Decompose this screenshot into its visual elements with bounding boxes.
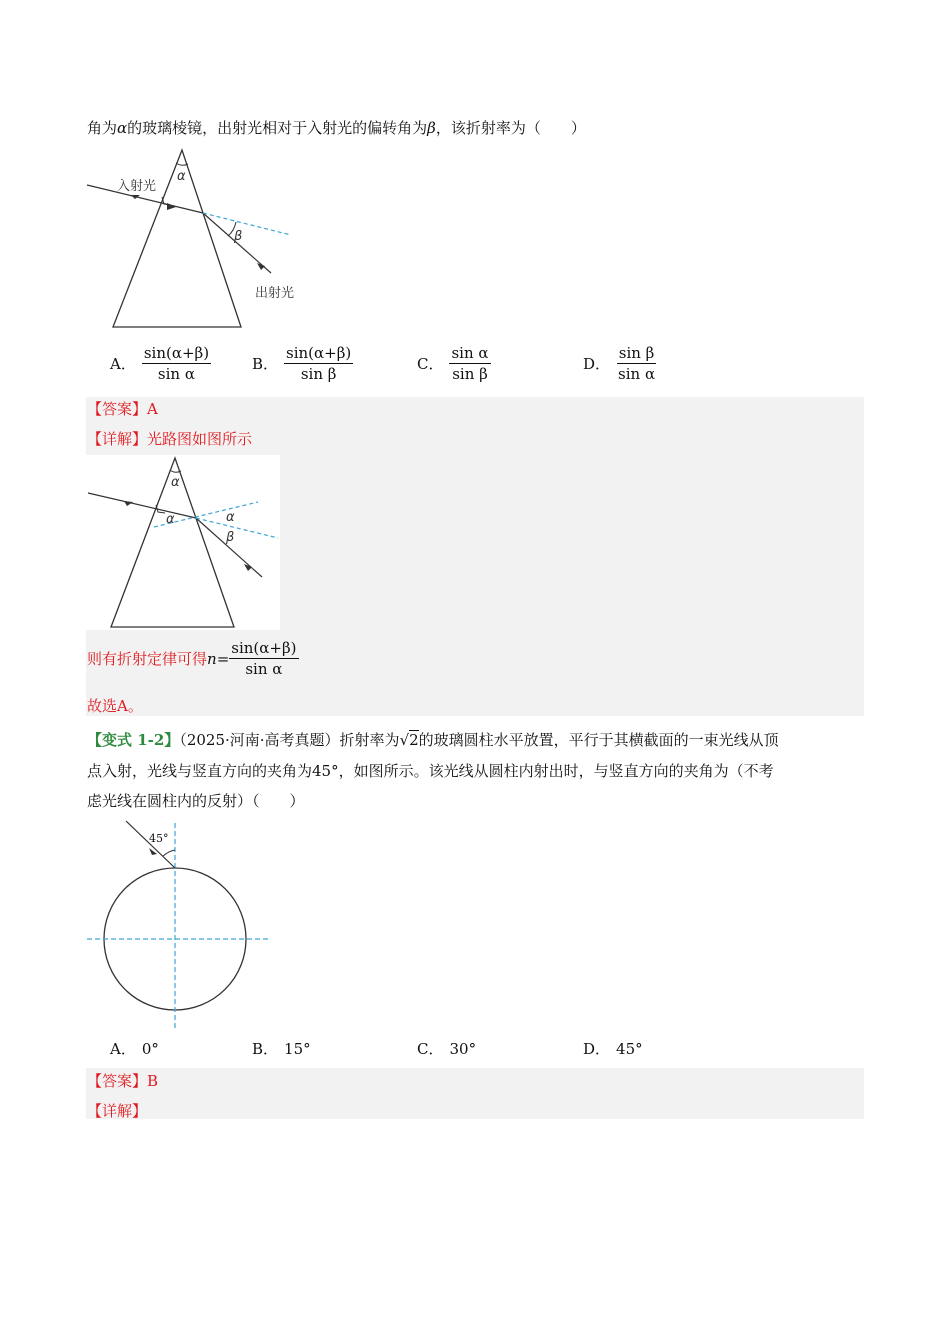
outgoing-label: 出射光 [255, 286, 295, 301]
answer-label: 【答案】 [87, 400, 148, 418]
prism-figure [85, 145, 300, 335]
sqrt-value: 2 [409, 731, 419, 749]
q1-stem-alpha: α [117, 119, 128, 137]
answer-value: A [147, 400, 158, 418]
q1-stem-mid: 的玻璃棱镜，出射光相对于入射光的偏转角为 [127, 119, 428, 137]
q2-source: （2025·河南·高考真题） [179, 731, 340, 749]
fraction-numerator: sin(α+β) [286, 344, 352, 362]
q2-line1-a: 折射率为 [339, 731, 400, 749]
q2-tag: 【变式 1-2】 [87, 731, 180, 749]
fraction-numerator: sin β [618, 344, 655, 362]
alpha-label: α [177, 169, 186, 184]
option-letter: B． [252, 1040, 279, 1058]
option-fraction [616, 343, 657, 384]
option-letter: A． [110, 1040, 136, 1058]
q2-line2-b: ，如图所示。该光线从圆柱内射出时，与竖直方向的夹角为（不考 [338, 762, 774, 780]
incident-label: 入射光 [117, 179, 157, 194]
angle-arc [163, 850, 175, 856]
sqrt-expression: √2 [399, 731, 419, 749]
formula-equals: = [216, 649, 230, 668]
q1-stem [87, 117, 586, 138]
inner-arrow [167, 203, 176, 210]
fraction-numerator: sin α [451, 344, 489, 362]
q1-option-b[interactable] [252, 343, 353, 384]
q1-formula [87, 638, 299, 679]
q2-line1-b: 的玻璃圆柱水平放置，平行于其横截面的一束光线从顶 [418, 731, 779, 749]
q1-stem-post: ，该折射率为（ ） [435, 119, 586, 137]
formula-prefix: 则有折射定律可得 [87, 650, 208, 668]
option-letter: D． [583, 1040, 611, 1058]
cylinder-figure [85, 818, 275, 1030]
alpha-top-label: α [171, 475, 180, 490]
fraction-denominator: sin β [452, 365, 488, 383]
fraction-numerator: sin(α+β) [143, 344, 210, 362]
beta-label: β [234, 229, 243, 244]
q2-angle-value: 45° [312, 762, 339, 780]
option-value: 0° [141, 1039, 159, 1058]
q1-option-d[interactable] [583, 343, 657, 384]
beta-label: β [226, 530, 235, 545]
q2-line1 [87, 729, 779, 750]
option-value: 45° [616, 1039, 643, 1058]
q2-line2-a: 点入射，光线与竖直方向的夹角为 [87, 762, 313, 780]
q1-stem-pre: 角为 [87, 119, 118, 137]
formula-denominator: sin α [245, 660, 283, 678]
option-letter: D． [583, 355, 611, 373]
q2-option-d[interactable] [583, 1038, 643, 1059]
q1-option-a[interactable] [110, 343, 211, 384]
q2-option-b[interactable] [252, 1038, 311, 1059]
alpha-left-label: α [166, 512, 175, 527]
q2-option-a[interactable] [110, 1038, 159, 1059]
prism-detail-figure [86, 455, 280, 630]
q2-detail: 【详解】 [87, 1102, 148, 1120]
q1-stem-beta: β [427, 119, 436, 137]
q1-option-c[interactable] [417, 343, 491, 384]
formula-numerator: sin(α+β) [231, 639, 297, 657]
option-fraction [142, 343, 211, 384]
option-letter: A． [110, 355, 136, 373]
q1-detail [87, 428, 252, 449]
q2-answer [87, 1070, 158, 1091]
answer-label: 【答案】 [87, 1072, 148, 1090]
fraction-denominator: sin β [300, 365, 337, 383]
option-fraction [284, 343, 353, 384]
alpha-right-label: α [226, 510, 235, 525]
q2-line2 [87, 760, 774, 781]
formula-fraction [229, 638, 298, 679]
q1-answer [87, 398, 158, 419]
q1-conclusion: 故选A。 [87, 697, 143, 715]
q2-answer-panel [86, 1068, 864, 1119]
option-value: 15° [284, 1039, 311, 1058]
option-fraction [449, 343, 490, 384]
detail-text: 光路图如图所示 [147, 430, 253, 448]
option-letter: C． [417, 1040, 444, 1058]
fraction-denominator: sin α [157, 365, 195, 383]
detail-label: 【详解】 [87, 430, 148, 448]
fraction-denominator: sin α [618, 365, 656, 383]
option-letter: B． [252, 355, 279, 373]
answer-value: B [147, 1072, 159, 1090]
q2-option-c[interactable] [417, 1038, 476, 1059]
formula-n: n [207, 649, 217, 668]
angle-label: 45° [149, 832, 169, 845]
option-letter: C． [417, 355, 444, 373]
q2-line3: 虑光线在圆柱内的反射）（ ） [87, 792, 305, 810]
option-value: 30° [449, 1039, 477, 1058]
